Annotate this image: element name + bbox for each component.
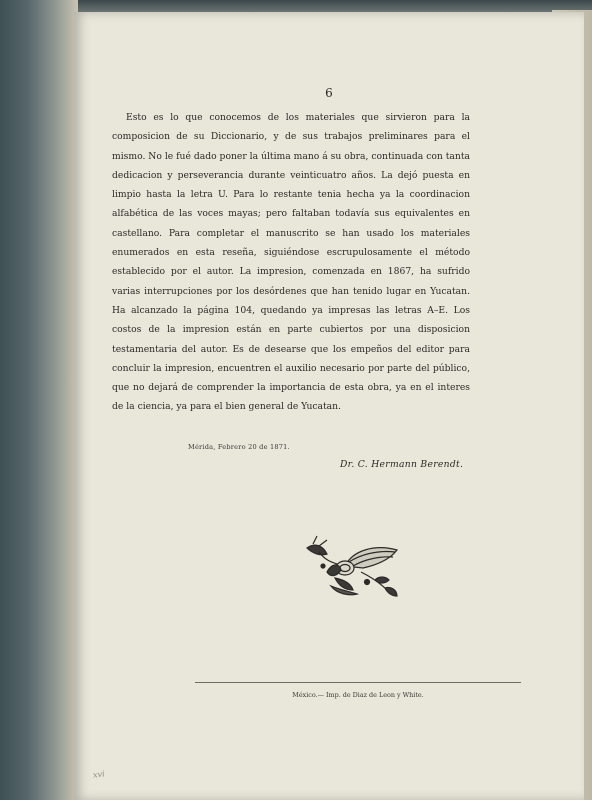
margin-note: xvi [92,769,106,780]
body-paragraph: Esto es lo que conocemos de los materiales que sirvieron para la composicion de su Diccionario, y de sus trabajos preliminares para el mismo. No le fué dado poner la última mano á su obra, continuada con tanta dedicacion y perseverancia durante veinticuatro años. La dejó puesta en limpio hasta la letra U. Para lo restante tenia hecha ya la coordinacion alfabética de las voces mayas; pero faltaban todavía sus equivalentes en castellano. Para completar el manuscrito se han usado los materiales enumerados en esta reseña, siguiéndose escrupulosamente el método establecido por el autor. La impresion, comenzada en 1867, ha sufrido varias interrupciones por los desórdenes que han tenido lugar en Yucatan. Ha alcanzado la página 104, quedando ya impresas las letras A–E. Los costos de la impresion están en parte cubiertos por una disposicion testamentaria del autor. Es de desearse que los empeños del editor para concluir la impresion, encuentren el auxilio necesario por parte del público, que no dejará de comprender la importancia de esta obra, ya en el interes de la ciencia, ya para el bien general de Yucatan. [112,112,470,413]
printer-imprint: México.— Imp. de Diaz de Leon y White. [292,691,424,699]
dateline: Mérida, Febrero 20 de 1871. [188,443,290,451]
signature: Dr. C. Hermann Berendt. [340,459,464,470]
book-binding [0,0,78,800]
footer-rule [195,682,521,683]
page-number: 6 [325,86,333,100]
printer-ornament-icon [305,532,405,602]
